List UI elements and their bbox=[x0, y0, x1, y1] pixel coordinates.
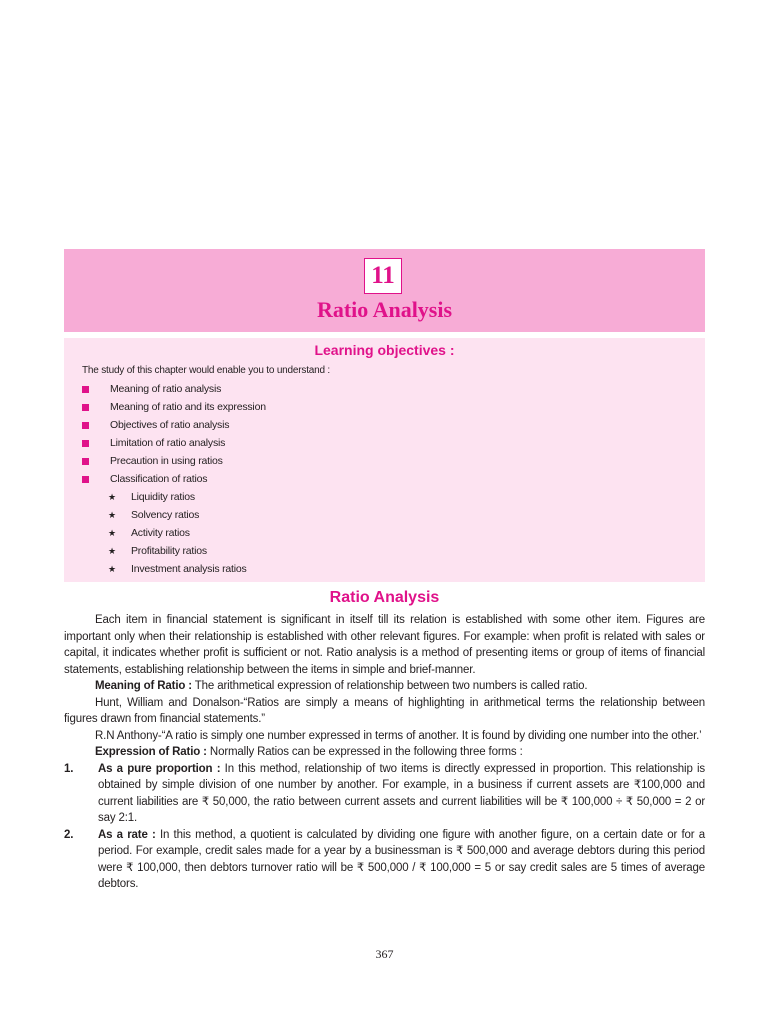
form-label: As a rate : bbox=[98, 828, 156, 841]
sub-objective-item: ★ Solvency ratios bbox=[108, 506, 247, 524]
square-bullet-icon bbox=[82, 440, 89, 447]
meaning-label: Meaning of Ratio : bbox=[95, 680, 192, 692]
sub-objective-item: ★ Profitability ratios bbox=[108, 542, 247, 560]
sub-objective-item: ★ Liquidity ratios bbox=[108, 488, 247, 506]
intro-paragraph: Each item in financial statement is significant in itself till its relation is established with some other item. Figures are important only when their relationship is established with other relevant figures. For example: when profit is related with sales or capital, it indicates whether profit is sufficient or not. Ratio analysis is a method of presenting items or group of items of financial statements, establishing relationship between the items in simple and brief-manner. bbox=[64, 614, 705, 676]
learning-objectives-heading: Learning objectives : bbox=[314, 342, 455, 358]
hunt-quote-paragraph: Hunt, William and Donalson-“Ratios are simply a means of highlighting in arithmetical terms the relationship between figures drawn from financial statements.” bbox=[64, 696, 705, 725]
section-title: Ratio Analysis bbox=[329, 589, 440, 606]
ratio-classification-list bbox=[108, 488, 247, 578]
star-bullet-icon: ★ bbox=[108, 492, 116, 502]
objective-item: Classification of ratios bbox=[82, 470, 266, 488]
learning-objectives-intro: The study of this chapter would enable you to understand : bbox=[82, 365, 331, 376]
star-bullet-icon: ★ bbox=[108, 564, 116, 574]
square-bullet-icon bbox=[82, 458, 89, 465]
chapter-title: Ratio Analysis bbox=[316, 297, 453, 322]
form-item: 1. As a pure proportion : In this method, relationship of two items is directly expressed in proportion. This relationship is obtained by simple division of one number by another. For example, in a business if current assets are ₹100,000 and current liabilities are ₹ 50,000, the ratio between current assets and current liabilities will be ₹ 100,000 ÷ ₹ 50,000 = 2 or say 2:1. bbox=[64, 761, 705, 827]
section-body bbox=[64, 612, 705, 893]
star-bullet-icon: ★ bbox=[108, 546, 116, 556]
page-number: 367 bbox=[375, 947, 394, 961]
star-bullet-icon: ★ bbox=[108, 528, 116, 538]
square-bullet-icon bbox=[82, 422, 89, 429]
objective-item: Objectives of ratio analysis bbox=[82, 416, 266, 434]
square-bullet-icon bbox=[82, 386, 89, 393]
expression-label: Expression of Ratio : bbox=[95, 746, 207, 758]
star-bullet-icon: ★ bbox=[108, 510, 116, 520]
objective-item: Precaution in using ratios bbox=[82, 452, 266, 470]
chapter-number: 11 bbox=[364, 258, 402, 294]
expression-paragraph: Expression of Ratio : Normally Ratios can be expressed in the following three forms : bbox=[95, 746, 523, 758]
form-number: 2. bbox=[64, 828, 74, 841]
sub-objective-item: ★ Investment analysis ratios bbox=[108, 560, 247, 578]
form-item: 2. As a rate : In this method, a quotient is calculated by dividing one figure with another figure, on a certain date or for a period. For example, credit sales made for a year by a businessman is ₹ 500,000 and average debtors during this period were ₹ 100,000, then debtors turnover ratio will be ₹ 500,000 / ₹ 100,000 = 5 or say credit sales are 5 times of average debtors. bbox=[64, 827, 705, 893]
objective-item: Meaning of ratio analysis bbox=[82, 380, 266, 398]
meaning-of-ratio-paragraph: Meaning of Ratio : The arithmetical expression of relationship between two numbers is called ratio. bbox=[95, 680, 588, 692]
form-number: 1. bbox=[64, 762, 74, 775]
objective-item: Meaning of ratio and its expression bbox=[82, 398, 266, 416]
square-bullet-icon bbox=[82, 404, 89, 411]
sub-objective-item: ★ Activity ratios bbox=[108, 524, 247, 542]
form-label: As a pure proportion : bbox=[98, 762, 221, 775]
anthony-quote-paragraph: R.N Anthony-“A ratio is simply one number expressed in terms of another. It is found by dividing one number into the other.’ bbox=[95, 729, 702, 742]
square-bullet-icon bbox=[82, 476, 89, 483]
objective-item: Limitation of ratio analysis bbox=[82, 434, 266, 452]
objectives-list bbox=[82, 380, 266, 488]
